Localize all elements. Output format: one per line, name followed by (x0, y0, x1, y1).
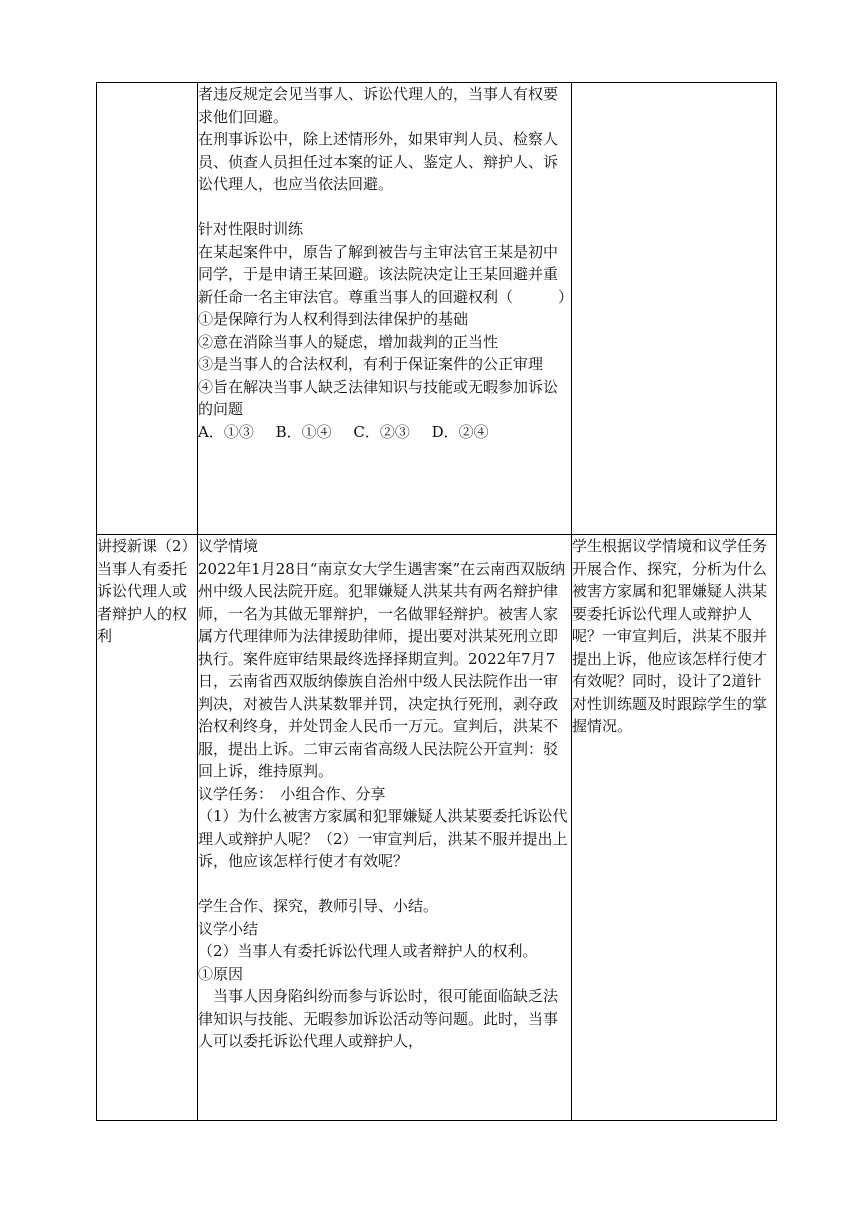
table-row (97, 535, 777, 1121)
stage-cell-empty (97, 83, 198, 535)
blank-line (198, 873, 571, 896)
section-heading: 议学小结 (198, 919, 259, 938)
task-questions: （1）为什么被害方家属和犯罪嫌疑人洪某要委托诉讼代理人或辩护人呢？（2）一审宣判后，洪某不服并提出上诉，他应该怎样行使才有效呢？ (198, 807, 568, 870)
content-line: 在刑事诉讼中，除上述情形外，如果审判人员、检察人员、侦查人员担任过本案的证人、鉴定人、辩护人、诉讼代理人，也应当依法回避。 (198, 130, 559, 193)
task-heading: 议学任务： 小组合作、分享 (198, 784, 386, 803)
summary-point: （2）当事人有委托诉讼代理人或者辩护人的权利。 (198, 942, 538, 960)
case-context: 2022年1月28日“南京女大学生遇害案”在云南西双版纳州中级人民法院开庭。犯罪嫌疑人洪某共有两名辩护律师，一名为其做无罪辩护，一名做罪轻辩护。被害人家属方代理律师为法律援助律师，提出要对洪某死刑立即执行。案件庭审结果最终选择择期宣判。2022年7月7日，云南省西双版纳傣族自治州中级人民法院作出一审判决，对被告人洪某数罪并罚，决定执行死刑，剥夺政治权利终身，并处罚金人民币一万元。宣判后，洪某不服，提出上诉。二审云南省高级人民法院公开宣判：驳回上诉，维持原判。 (198, 559, 566, 780)
section-heading: 针对性限时训练 (198, 220, 304, 238)
question-stem: 在某起案件中，原告了解到被告与主审法官王某是初中同学，于是申请王某回避。该法院决定让王某回避并重新任命一名主审法官。尊重当事人的回避权利（ ） (198, 242, 574, 306)
design-intent: 学生根据议学情境和议学任务开展合作、探究，分析为什么被害方家属和犯罪嫌疑人洪某要委托诉讼代理人或辩护人呢？一审宣判后，洪某不服并提出上诉，他应该怎样行使才有效呢？同时，设计了2道针对性训练题及时跟踪学生的掌握情况。 (572, 537, 768, 735)
summary-text: 当事人因身陷纠纷而参与诉讼时，很可能面临缺乏法律知识与技能、无暇参加诉讼活动等问题。此时，当事人可以委托诉讼代理人或辩护人， (198, 987, 559, 1050)
content-cell (198, 535, 572, 1121)
stage-label: 讲授新课（2）当事人有委托诉讼代理人或者辩护人的权利 (97, 537, 197, 645)
stage-cell (97, 535, 198, 1121)
blank-line (198, 196, 571, 219)
option-item: ③是当事人的合法权利，有利于保证案件的公正审理 (198, 355, 544, 373)
intent-cell-empty (572, 83, 777, 535)
summary-subheading: ①原因 (198, 964, 244, 983)
answer-choices: A．①③ B．①④ C．②③ D．②④ (198, 422, 489, 441)
lesson-plan-table (96, 82, 777, 1121)
table-row (97, 83, 777, 535)
option-item: ②意在消除当事人的疑虑，增加裁判的正当性 (198, 332, 499, 351)
intent-cell (572, 535, 777, 1121)
content-line: 者违反规定会见当事人、诉讼代理人的，当事人有权要求他们回避。 (198, 85, 559, 126)
option-item: ①是保障行为人权利得到法律保护的基础 (198, 310, 469, 328)
content-cell (198, 83, 572, 535)
option-item: ④旨在解决当事人缺乏法律知识与技能或无暇参加诉讼的问题 (198, 377, 559, 418)
activity-line: 学生合作、探究，教师引导、小结。 (198, 897, 439, 915)
section-heading: 议学情境 (198, 537, 259, 555)
